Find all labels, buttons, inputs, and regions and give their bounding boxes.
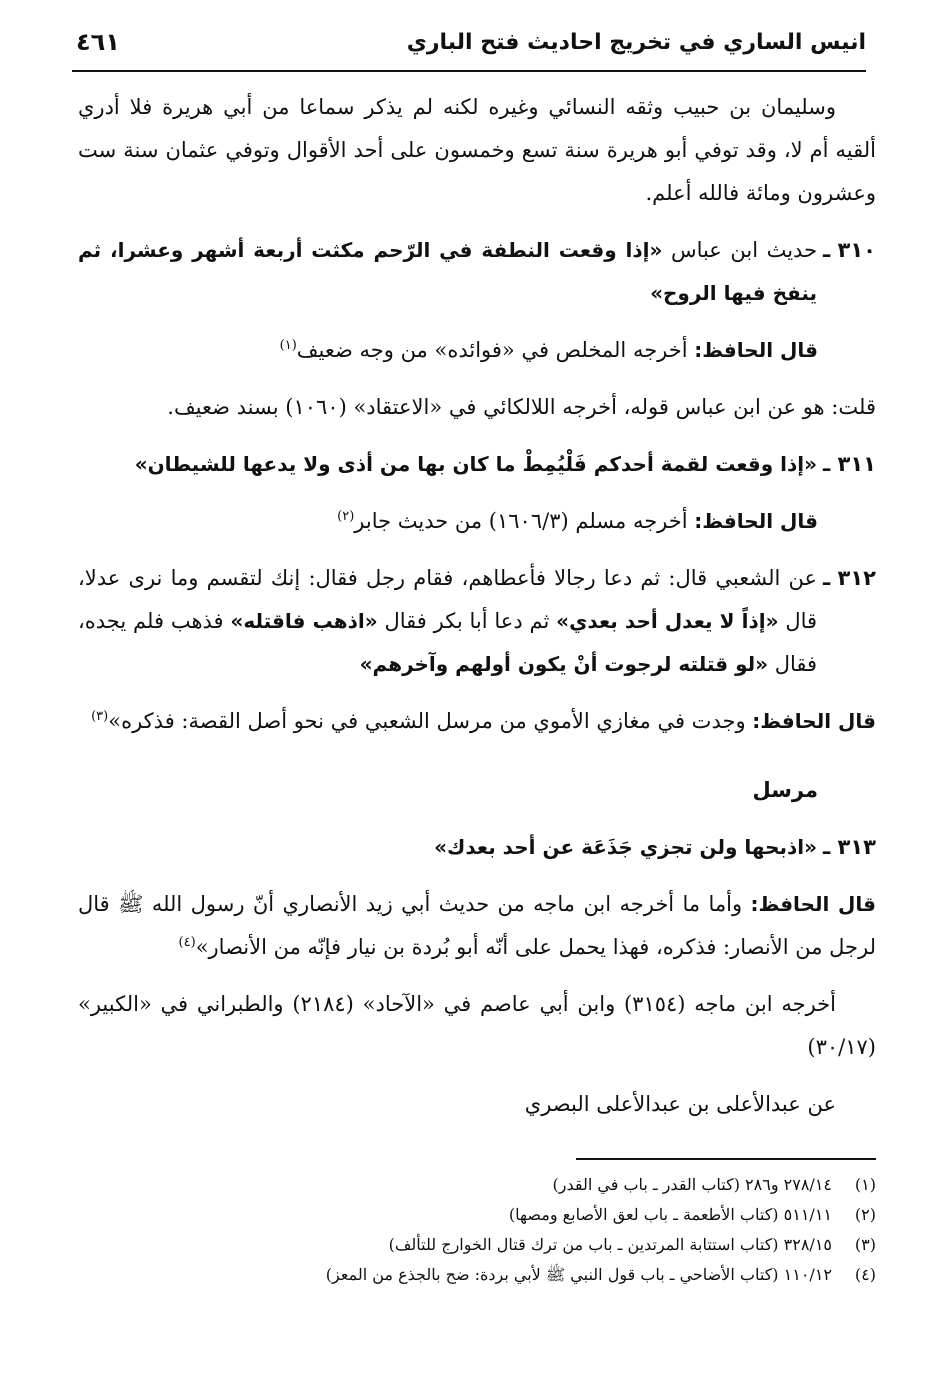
footnote-text: ١١٠/١٢ (كتاب الأضاحي ـ باب قول النبي ﷺ لأبي بردة: ضح بالجذع من المعز) [325, 1265, 832, 1284]
footnote-number: (٣) [854, 1235, 876, 1254]
next-narrator: عن عبدالأعلى بن عبدالأعلى البصري [524, 1092, 836, 1116]
hafiz-comment-311 [78, 500, 876, 543]
footnote-text: ٣٢٨/١٥ (كتاب استتابة المرتدين ـ باب من ترك قتال الخوارج للتألف) [388, 1235, 832, 1254]
hadith-matn: «إذا وقعت النطفة في الرّحم مكثت أربعة أشهر وعشرا، ثم ينفخ فيها الروح» [78, 238, 818, 305]
hafiz-text: أخرجه مسلم (١٦٠٦/٣) من حديث جابر [354, 509, 695, 533]
running-title: انيس الساري في تخريج احاديث فتح الباري [406, 30, 866, 55]
hadith-number: ٣١٣ ـ [823, 835, 876, 859]
hadith-matn-1: «إذاً لا يعدل أحد بعدي» [556, 609, 779, 633]
footnote-2 [78, 1200, 876, 1230]
footnotes [78, 1158, 876, 1290]
footnote-ref[interactable]: (٢) [337, 509, 355, 524]
hadith-number: ٣١٠ ـ [823, 238, 876, 262]
hadith-312 [78, 557, 876, 686]
footnote-text: ٥١١/١١ (كتاب الأطعمة ـ باب لعق الأصابع ومصها) [508, 1205, 832, 1224]
footnote-number: (٢) [854, 1205, 876, 1224]
hadith-311 [78, 443, 876, 486]
footnote-ref[interactable]: (٣) [91, 709, 109, 724]
footnote-ref[interactable]: (٤) [178, 935, 196, 950]
takhrij-paragraph: أخرجه ابن ماجه (٣١٥٤) وابن أبي عاصم في «الآحاد» (٢١٨٤) والطبراني في «الكبير» (٣٠/١٧) [78, 992, 876, 1059]
hafiz-label: قال الحافظ: [752, 709, 876, 733]
hadith-matn: «إذا وقعت لقمة أحدكم فَلْيُمِطْ ما كان بها من أذى ولا يدعها للشيطان» [134, 452, 818, 476]
qult-paragraph: قلت: هو عن ابن عباس قوله، أخرجه اللالكائي في «الاعتقاد» (١٠٦٠) بسند ضعيف. [167, 395, 876, 419]
hafiz-comment-312 [78, 700, 876, 743]
hafiz-text: وجدت في مغازي الأموي من مرسل الشعبي في نحو أصل القصة: فذكره» [108, 709, 753, 733]
hafiz-label: قال الحافظ: [694, 338, 818, 362]
page-number: ٤٦١ [76, 28, 120, 56]
page-header [72, 26, 866, 72]
hafiz-label: قال الحافظ: [750, 892, 876, 916]
footnote-text: ٢٧٨/١٤ و٢٨٦ (كتاب القدر ـ باب في القدر) [552, 1175, 832, 1194]
hafiz-comment-310 [78, 329, 876, 372]
hafiz-label: قال الحافظ: [694, 509, 818, 533]
footnote-1 [78, 1170, 876, 1200]
hadith-matn-2: «اذهب فاقتله» [230, 609, 378, 633]
footnote-ref[interactable]: (١) [279, 338, 297, 353]
narration-part-2: ثم دعا أبا بكر فقال [377, 609, 557, 633]
intro-paragraph: وسليمان بن حبيب وثقه النسائي وغيره لكنه لم يذكر سماعا من أبي هريرة فلا أدري ألقيه أم لا، وقد توفي أبو هريرة سنة تسع وخمسون على أحد الأقوال وتوفي عثمان سنة ست وعشرون ومائة فالله أعلم. [78, 95, 876, 205]
narration-part-3: فذهب فلم يجده، فقال [78, 609, 818, 676]
hadith-310 [78, 229, 876, 315]
footnote-3 [78, 1230, 876, 1260]
hadith-matn: «اذبحها ولن تجزي جَذَعَة عن أحد بعدك» [434, 835, 818, 859]
hadith-text [78, 557, 817, 686]
hafiz-text: وأما ما أخرجه ابن ماجه من حديث أبي زيد الأنصاري أنّ رسول الله ﷺ قال لرجل من الأنصار: فذكره، فهذا يحمل على أنّه أبو بُردة بن نيار فإنّه من الأنصار» [78, 892, 876, 959]
hafiz-text: أخرجه المخلص في «فوائده» من وجه ضعيف [296, 338, 695, 362]
section-heading: مرسل [752, 778, 818, 802]
hadith-number: ٣١٢ ـ [823, 566, 876, 590]
footnote-divider [576, 1158, 876, 1160]
footnote-number: (٤) [854, 1265, 876, 1284]
hadith-313 [78, 826, 876, 869]
hadith-matn-3: «لو قتلته لرجوت أنْ يكون أولهم وآخرهم» [359, 652, 769, 676]
hafiz-comment-313 [78, 883, 876, 969]
narration-part-1: عن الشعبي قال: ثم دعا رجالا فأعطاهم، فقام رجل فقال: إنك لتقسم وما نرى عدلا، قال [78, 566, 818, 633]
hadith-number: ٣١١ ـ [823, 452, 876, 476]
hadith-text [78, 229, 817, 315]
footnote-4 [78, 1260, 876, 1290]
main-text [78, 86, 876, 1140]
hadith-intro: حديث ابن عباس [662, 238, 818, 262]
footnote-number: (١) [854, 1175, 876, 1194]
